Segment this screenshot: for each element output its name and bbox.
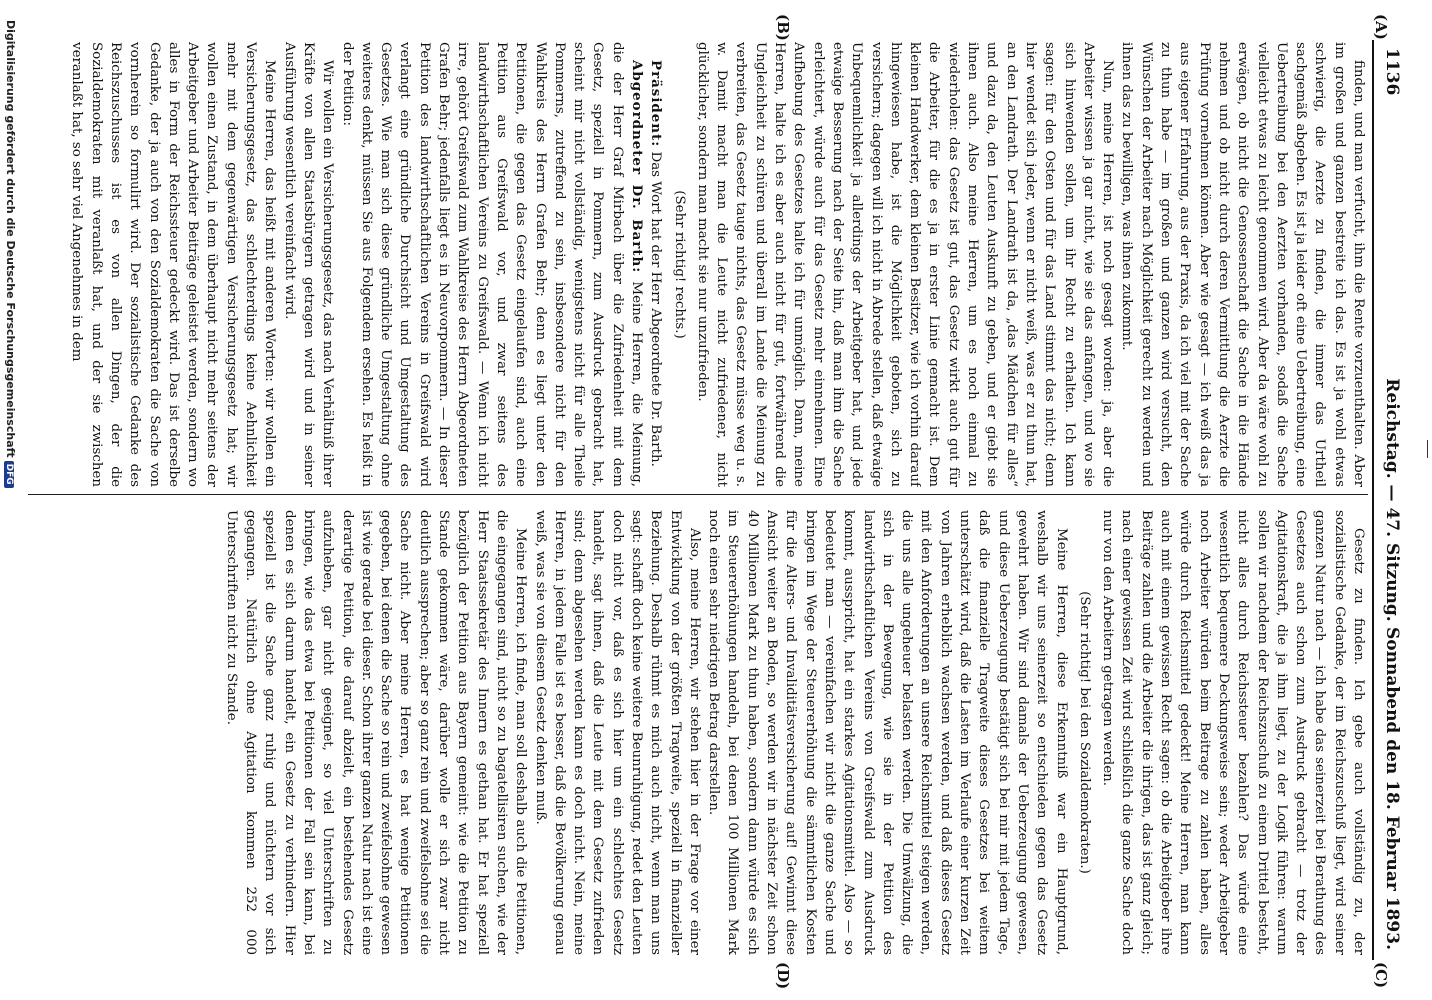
digitization-credit [4,20,17,488]
dfg-logo: DFG [4,461,14,488]
margin-marker-d: (D) [774,962,792,990]
session-date: Sonnabend den 18. Februar 1893. [1382,627,1402,950]
president-remark [646,42,665,487]
president-text: Das Wort hat der Herr Abgeordnete Dr. Barth. [648,151,664,467]
left-text-column [28,42,1368,487]
applause-note: (Sehr richtig! rechts.) [671,190,687,339]
paragraph: finden, und man verfucht, ihm die Rente vorzuenthalten. Aber im großen und ganzen bestreite ich das. Es ist ja wohl etwas schwierig, die Aerzte zu finden, die immer das Urtheil sachgemäß abgeben. Es ist ja leider oft eine Uebertreibung, eine Uebertreibung bei den Aerzten vorhanden, sodaß die Sache vielleicht etwas zu leicht genommen wird. Aber da wäre wohl zu erwägen, ob nicht die Genossenschaft die Sache in die Hände nehmen und ob nicht durch deren Vermittlung die Aerzte die Prüfung vornehmen können. Aber wie gesagt — ich weiß das ja aus eigener Erfahrung, aus der Praxis, da ich viel mit der Sache zu thun habe — im großen und ganzen wird versucht, den Wünschen der Arbeiter nach Möglichkeit gerecht zu werden und ihnen das zu bewilligen, was ihnen zukommt. [1119,42,1366,487]
quotation: Wir wollen ein Versicherungsgesetz, das nach Verhältniß ihrer Kräfte von allen Staatsbürgern getragen wird und in seiner Ausführung wesentlich vereinfacht wird. [281,42,336,487]
paragraph: Meine Herren, diese Erkenntniß war ein Hauptgrund, weshalb wir uns seinerzeit so entschieden gegen das Gesetz gewehrt haben. Wir sind damals der Ueberzeugung gewesen, und diese Ueberzeugung bestätigt sich bei mir mit jedem Tage, daß die finanzielle Tragweite dieses Gesetzes bei weitem unterschätzt wird, daß die Lasten im Verlaufe einer kurzen Zeit von Jahren erheblich wachsen werden, und daß dieses Gesetz mit den Anforderungen an unsere Reichsmittel steigen werden, die uns alle ungeheuer belasten werden. Die Umwälzung, die sich in der Bewegung, wie sie in der Petition des landwirthschaftlichen Vereins von Greifswald zum Ausdruck kommt, ausspricht, hat ein starkes Agitationsmittel. Also — so bedeutet man — vereinfachen wir nicht die ganze Sache und bringen im Wege der Steuererhöhung die sämmtlichen Kosten für die Alters- und Invaliditätsversicherung auf! Gewinnt diese Ansicht weiter an Boden, so werden wir in nächster Zeit schon 40 Millionen Mark zu thun haben, sondern dann würde es sich im Steuererhöhungen handeln, bei denen 100 Millionen Mark noch einen sehr niedrigen Betrag darstellen. [706,510,1069,955]
applause-note: (Sehr richtig! bei den Sozialdemokraten.) [1076,591,1092,874]
top-margin-mark [1427,440,1428,458]
page-header [1372,40,1410,960]
paragraph: Meine Herren, die Meinung, die der Herr Graf Mirbach über die Zufriedenheit mit dem Gesetz, speziell in Pommern, zum Ausdruck gebracht hat, scheint mir nicht vollständig, wenigstens nicht für alle Theile Pommerns, zutreffend zu sein, insbesondere nicht für den Wahlkreis des Herrn Grafen Behr; denn es liegt unter den Petitionen, die gegen das Gesetz eingelaufen sind, auch eine Petition aus Greifswald vor, und zwar seitens des landwirthschaftlichen Vereins zu Greifswald. — Wenn ich nicht irre, gehört Greifswald zum Wahlkreise des Herrn Abgeordneten Grafen Behr; jedenfalls liegt es in Neuvorpommern. — In dieser Petition des landwirthschaftlichen Vereins in Greifswald wird verlangt eine gründliche Durchsicht und Umgestaltung des Gesetzes. Wie man sich diese gründliche Umgestaltung ohne weiteres denkt, müssen Sie aus Folgendem ersehen. Es heißt in der Petition: [339,42,645,487]
right-text-column [28,510,1368,955]
paragraph: Also, meine Herren, wir stehen hier in der Frage vor einer Entwicklung von der größten Tragweite, speziell in finanzieller Beziehung. Deshalb rühmt es mich auch nicht, wenn man uns sagt: schafft doch keine weitere Beunruhigung, redet den Leuten doch nicht vor, daß es sich hier um ein schlechtes Gesetz handelt, sagt ihnen, daß die Leute mit dem Gesetz zufrieden sind; denn abgesehen werden kann es doch nicht. Nein, meine Herren, in jedem Falle ist es besser, daß die Bevölkerung genau weiß, was sie von diesem Gesetz denken muß. [532,510,702,955]
speaker-label: Abgeordneter Dr. Barth: [629,60,646,274]
column-divider [28,494,1368,495]
speaker-label: Präsident: [648,60,665,148]
speech-start [337,42,646,487]
margin-marker-c: (C) [1372,962,1390,989]
page-number: 1136 [1382,48,1402,96]
paragraph: Gesetz zu finden. Ich gebe auch vollständig zu, der sozialistische Gedanke, der im Reichszuschuß liegt, wird seiner ganzen Natur nach — ich habe das seinerzeit bei Berathung des Gesetzes auch schon zum Ausdruck gebracht — trotz der Agitationskraft, die ja ihm liegt, zu der Logik führen: warum sollen wir nachdem der Reichszuschuß zu einem Drittel besteht, nicht alles durch Reichssteuer bezahlen? Das würde eine wesentlich bequemere Deckungsweise sein; weder Arbeitgeber noch Arbeiter würden beim Beitrage zu zahlen haben, alles würde durch Reichsmittel gedeckt! Meine Herren, man kann auch mit einem gewissen Recht sagen: ob die Arbeitgeber ihre Beiträge zahlen und die Arbeiter die ihrigen, das ist ganz gleich; nach einer gewissen Zeit wird schließlich die ganze Sache doch nur von den Arbeitern getragen werden. [1100,510,1366,955]
paragraph: Meine Herren, das heißt mit anderen Worten: wir wollen ein Versicherungsgesetz, das schlechterdings keine Aehnlichkeit mehr mit dem gegenwärtigen Versicherungsgesetz hat; wir wollen einen Zustand, in dem überhaupt nicht mehr seitens der Arbeitgeber und Arbeiter Beiträge geleistet werden, sondern wo alles in Form der Reichssteuer gedeckt wird. Das ist derselbe Gedanke, der ja auch von den Sozialdemokraten die Sache von vornherein so formulirt wird. Der sozialistische Gedanke des Reichszuschusses ist es von allen Dingen, der die Sozialdemokraten mit veranlaßt hat, und der sie zwischen veranlaßt hat, so sehr viel Angenehmes in dem [69,42,278,487]
running-head: Reichstag. — 47. Sitzung. [1382,378,1402,622]
paragraph: Meine Herren, ich finde, man soll deshalb auch die Petitionen, die eingegangen sind, nicht so zu bagatellisiren suchen, wie der Herr Staatssekretär des Innern es gethan hat. Er hat speziell bezüglich der Petition aus Bayern gemeint: wie die Petition zu Stande gekommen wäre, darüber wolle er sich zwar nicht deutlich aussprechen; aber so ganz rein und zweifelsohne sei die Sache nicht. Aber meine Herren, es hat wenige Petitionen gegeben, bei denen die Sache so rein und zweifelsohne gewesen ist wie gerade bei dieser. Schon ihrer ganzen Natur nach ist eine derartige Petition, die darauf abzielt, ein bestehendes Gesetz aufzuheben, gar nicht geeignet, so viel Unterschriften zu bringen, wie das etwa bei Petitionen der Fall sein kann, bei denen es sich darum handelt, ein Gesetz zu verhindern. Hier speziell ist die Sache ganz ruhig und nüchtern vor sich gegangen. Natürlich ohne Agitation kommen 252 000 Unterschriften nicht zu Stande. [223,510,529,955]
credit-text: Digitalisierung gefördert durch die Deutsche Forschungsgemeinschaft [4,20,17,458]
paragraph: Nun, meine Herren, ist noch gesagt worden: ja, aber die Arbeiter wissen ja gar nicht, wie sie das anfangen, und wo sie sich hinwenden sollen, um ihr Recht zu erhalten. Ich kann sagen: für den Osten und für das Land stimmt das nicht; denn hier wendet sich jeder, wenn er nicht weiß, was er zu thun hat, an den Landrath. Der Landrath ist da, „das Mädchen für alles“ und dazu da, den Leuten Auskunft zu geben, und er giebt sie ihnen auch. Also meine Herren, um es noch einmal zu wiederholen: das Gesetz ist gut, das Gesetz wirkt auch gut für die Arbeiter, für die es ja in erster Linie gemacht ist. Dem kleinen Handwerker, dem kleinen Besitzer, wie ich vorhin darauf hingewiesen habe, ist die Möglichkeit geboten, sich zu versichern; dagegen will ich nicht in Abrede stellen, daß etwaige Unbequemlichkeit ja allerdings der Arbeitgeber hat, und jede etwaige Besserung nach der Seite hin, daß man ihm die Sache erleichtert, würde auch für das Gesetz mehr einnehmen. Eine Aufhebung des Gesetzes halte ich für unmöglich. Dann, meine Herren, halte ich es aber auch nicht für gut, fortwährend die Ungleichheit zu schüren und überall im Lande die Meinung zu verbreiten, das Gesetz tauge nichts, das Gesetz müsse weg u. s. w. Damit macht man die Leute nicht zufriedener, nicht glücklicher, sondern man macht sie nur unzufrieden. [694,42,1116,487]
margin-marker-b: (B) [774,14,792,41]
margin-marker-a: (A) [1372,14,1390,40]
